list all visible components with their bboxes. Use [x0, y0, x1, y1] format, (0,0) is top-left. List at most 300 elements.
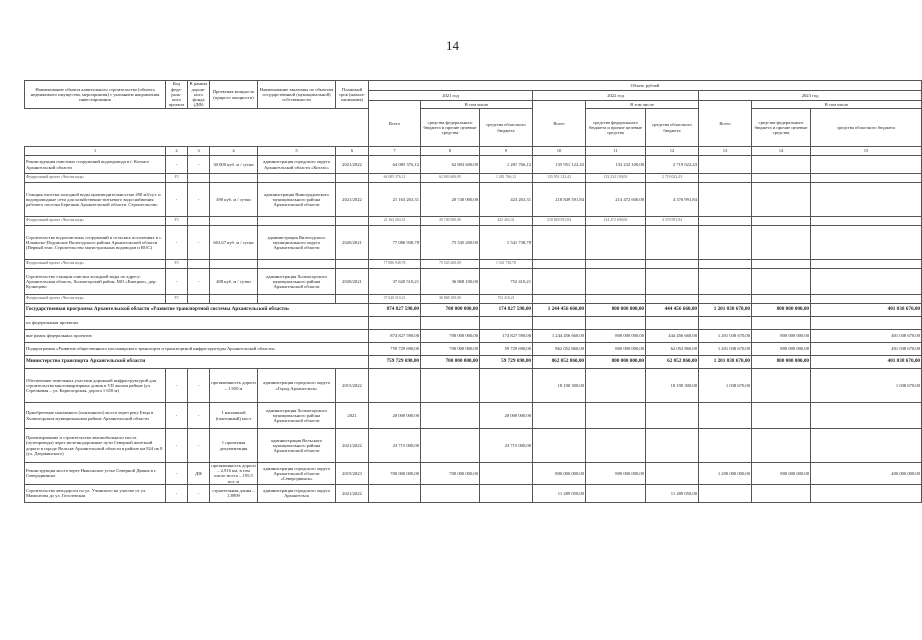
- amount-cell: [586, 369, 646, 403]
- amount-cell: [699, 226, 752, 260]
- table-row-sub: [25, 317, 922, 330]
- federal-project-name: Федеральный проект «Чистая вода»: [25, 174, 166, 183]
- column-number: 12: [646, 147, 699, 156]
- header-year-2022: 2022 год: [533, 91, 699, 101]
- period: 2021: [336, 403, 369, 429]
- capacity: 490 куб. м / сутки: [210, 183, 258, 217]
- column-number: 11: [586, 147, 646, 156]
- amount-cell: [752, 484, 811, 502]
- customer: администрация городского округа Архангельской области «Северодвинск»: [258, 463, 336, 485]
- amount-cell: 800 000 000,00: [586, 463, 646, 485]
- amount-cell: [533, 295, 586, 304]
- amount-cell: 11 289 050,00: [646, 484, 699, 502]
- header-spacer: [25, 109, 369, 147]
- object-name: Строительство водоочистных сооружений в сельских поселениях в с. Ильинско-Подомское Вилегодского района Архангельской области (Первый этап. Строительство магистральных водоводов и ВОС): [25, 226, 166, 260]
- period: 2020/2021: [336, 226, 369, 260]
- object-name: Приобретение наплавного (понтонного) моста через реку Емца в Холмогорском муниципальном районе Архангельской области: [25, 403, 166, 429]
- amount-cell: 59 729 690,00: [480, 343, 533, 356]
- amount-cell: [811, 317, 922, 330]
- amount-cell: 135 951 122,43: [533, 174, 586, 183]
- amount-cell: 1 244 456 660,00: [533, 304, 586, 317]
- empty-cell: [188, 217, 210, 226]
- column-number: 1: [25, 147, 166, 156]
- federal-project-code: -: [166, 484, 188, 502]
- object-name: Реконструкция моста через Никольское устье Северной Двины в г. Северодвинске: [25, 463, 166, 485]
- amount-cell: [699, 484, 752, 502]
- table-row-fp: [25, 217, 922, 226]
- road-fund-flag: -: [188, 484, 210, 502]
- empty-cell: [188, 174, 210, 183]
- amount-cell: [699, 156, 752, 174]
- column-number: 5: [258, 147, 336, 156]
- federal-project-name: Федеральный проект «Чистая вода»: [25, 295, 166, 304]
- amount-cell: 700 000 000,00: [421, 463, 480, 485]
- amount-cell: [699, 429, 752, 463]
- amount-cell: [646, 403, 699, 429]
- amount-cell: 11 289 050,00: [533, 484, 586, 502]
- period: 2021/2022: [336, 484, 369, 502]
- federal-project-name: Федеральный проект «Чистая вода»: [25, 260, 166, 269]
- period: 2019/2023: [336, 463, 369, 485]
- amount-cell: [811, 403, 922, 429]
- amount-cell: [646, 463, 699, 485]
- amount-cell: 214 472 600,00: [586, 183, 646, 217]
- amount-cell: 1 038 670,00: [699, 369, 752, 403]
- table-header: [25, 81, 922, 156]
- amount-cell: 133 232 100,00: [586, 156, 646, 174]
- amount-cell: [480, 484, 533, 502]
- amount-cell: 800 000 000,00: [752, 343, 811, 356]
- amount-cell: [811, 183, 922, 217]
- header-code: Код феде-раль-ного проекта: [166, 81, 188, 109]
- capacity: 408 куб. м / сутки: [210, 269, 258, 295]
- period: 2015/2022: [336, 369, 369, 403]
- column-number: 10: [533, 147, 586, 156]
- capacity: строительная длина – 1,8909: [210, 484, 258, 502]
- empty-cell: [188, 260, 210, 269]
- header-total-2022: Всего: [533, 101, 586, 147]
- amount-cell: 423 263,31: [480, 217, 533, 226]
- capacity: 30 000 куб. м / сутки: [210, 156, 258, 174]
- amount-cell: [421, 484, 480, 502]
- customer: администрация Вилегодского муниципального округа Архангельской области: [258, 226, 336, 260]
- table-row-obj: [25, 269, 922, 295]
- header-federal-2022: средства федерального бюджета и прочие целевые средства: [586, 109, 646, 147]
- amount-cell: [811, 174, 922, 183]
- amount-cell: 1 201 038 670,00: [699, 330, 752, 343]
- customer: администрация городского округа Архангельской области «Котлас»: [258, 156, 336, 174]
- amount-cell: 401 038 670,00: [811, 356, 922, 369]
- amount-cell: 20 740 000,00: [421, 183, 480, 217]
- road-fund-flag: -: [188, 403, 210, 429]
- amount-cell: 62 052 860,00: [646, 343, 699, 356]
- investment-table-sheet: [24, 80, 921, 503]
- amount-cell: 800 000 000,00: [752, 356, 811, 369]
- page-number: 14: [446, 38, 459, 53]
- road-fund-flag: -: [188, 429, 210, 463]
- amount-cell: [699, 174, 752, 183]
- program-name: Государственная программа Архангельской области «Развитие транспортной системы Архангельской области»: [25, 304, 369, 317]
- amount-cell: [533, 317, 586, 330]
- amount-cell: 1 541 738,78: [480, 260, 533, 269]
- amount-cell: 77 086 938,78: [369, 226, 421, 260]
- amount-cell: [369, 317, 421, 330]
- table-row-prog: [25, 356, 922, 369]
- federal-project-code: F5: [166, 295, 188, 304]
- amount-cell: [752, 317, 811, 330]
- header-year-2021: 2021 год: [369, 91, 533, 101]
- column-number: 6: [336, 147, 369, 156]
- amount-cell: [752, 217, 811, 226]
- amount-cell: 62 803 600,00: [421, 174, 480, 183]
- table-body: [25, 156, 922, 503]
- amount-cell: [699, 260, 752, 269]
- amount-cell: 700 000 000,00: [369, 463, 421, 485]
- capacity: 1 наплавной (понтонный) мост: [210, 403, 258, 429]
- amount-cell: 75 545 200,00: [421, 226, 480, 260]
- amount-cell: 1 281 766,12: [480, 156, 533, 174]
- amount-cell: [752, 295, 811, 304]
- amount-cell: 135 951 122,43: [533, 156, 586, 174]
- amount-cell: 59 729 690,00: [480, 356, 533, 369]
- amount-cell: [811, 226, 922, 260]
- amount-cell: 1 038 670,00: [811, 369, 922, 403]
- header-capacity: Проектная мощность (прирост мощности): [210, 81, 258, 109]
- amount-cell: 862 052 860,00: [533, 356, 586, 369]
- header-regional-2023: средства областного бюджета: [811, 109, 922, 147]
- amount-cell: [421, 403, 480, 429]
- amount-cell: [646, 226, 699, 260]
- amount-cell: 2 719 022,43: [646, 156, 699, 174]
- amount-cell: [752, 226, 811, 260]
- object-name: Обеспечение земельных участков дорожной инфраструктурой для строительства многоквартирных домов в VII жилом районе (ул. Стрелковая – ул. Карпогорская, дорога 1 650 м): [25, 369, 166, 403]
- amount-cell: 800 000 000,00: [586, 356, 646, 369]
- amount-cell: 752 410,21: [480, 269, 533, 295]
- table-row-sub: [25, 343, 922, 356]
- customer: администрация Вельского муниципального района Архангельской области: [258, 429, 336, 463]
- federal-project-code: F5: [166, 217, 188, 226]
- amount-cell: [533, 226, 586, 260]
- amount-cell: 21 163 263,31: [369, 217, 421, 226]
- subtotal-name: по федеральным проектам: [25, 317, 369, 330]
- amount-cell: [421, 369, 480, 403]
- capacity: 663,67 куб. м / сутки: [210, 226, 258, 260]
- federal-project-code: -: [166, 369, 188, 403]
- amount-cell: [586, 403, 646, 429]
- header-year-2023: 2023 год: [699, 91, 922, 101]
- header-including-2021: В том числе: [421, 101, 533, 109]
- amount-cell: [811, 429, 922, 463]
- column-number: 13: [699, 147, 752, 156]
- amount-cell: 401 038 670,00: [811, 330, 922, 343]
- amount-cell: 214 472 600,00: [586, 217, 646, 226]
- amount-cell: [752, 269, 811, 295]
- amount-cell: 800 000 000,00: [586, 343, 646, 356]
- amount-cell: 23 715 000,00: [480, 429, 533, 463]
- road-fund-flag: ДФ: [188, 463, 210, 485]
- header-total-2023: Всего: [699, 101, 752, 147]
- amount-cell: [752, 174, 811, 183]
- amount-cell: 218 849 591,84: [533, 217, 586, 226]
- header-volume: Объем, рублей: [369, 81, 922, 91]
- amount-cell: [811, 295, 922, 304]
- federal-project-code: -: [166, 156, 188, 174]
- road-fund-flag: -: [188, 156, 210, 174]
- header-customer: Наименование заказчика по объектам государственной (муниципальной) собственности: [258, 81, 336, 109]
- amount-cell: 1 201 038 670,00: [699, 356, 752, 369]
- column-numbers-row: [25, 147, 922, 156]
- amount-cell: [646, 260, 699, 269]
- subtotal-name: вне рамок федеральных проектов: [25, 330, 369, 343]
- amount-cell: 700 000 000,00: [421, 304, 480, 317]
- amount-cell: 700 000 000,00: [421, 343, 480, 356]
- period: 2021/2022: [336, 183, 369, 217]
- amount-cell: 423 263,31: [480, 183, 533, 217]
- amount-cell: 174 827 590,00: [480, 330, 533, 343]
- amount-cell: 1 201 038 670,00: [699, 304, 752, 317]
- amount-cell: [752, 403, 811, 429]
- amount-cell: 18 190 300,00: [533, 369, 586, 403]
- amount-cell: [421, 317, 480, 330]
- amount-cell: 700 000 000,00: [421, 356, 480, 369]
- amount-cell: 800 000 000,00: [752, 304, 811, 317]
- customer: администрация Холмогорского муниципального района Архангельской области: [258, 269, 336, 295]
- amount-cell: 64 085 376,12: [369, 174, 421, 183]
- customer: администрация Холмогорского муниципального района Архангельской области: [258, 403, 336, 429]
- amount-cell: 36 868 100,00: [421, 295, 480, 304]
- table-row-obj: [25, 403, 922, 429]
- object-name: Проектирование и строительство автомобильного моста (путепровода) через железнодорожные пути Северной железной дороги в городе Вельске Архангельской области в районе км 824 пк 8 (ул. Дзержинского): [25, 429, 166, 463]
- amount-cell: [586, 295, 646, 304]
- empty-cell: [336, 295, 369, 304]
- amount-cell: 800 000 000,00: [752, 463, 811, 485]
- amount-cell: [369, 484, 421, 502]
- federal-project-code: -: [166, 183, 188, 217]
- amount-cell: 752 410,21: [480, 295, 533, 304]
- empty-cell: [336, 174, 369, 183]
- federal-project-code: F5: [166, 174, 188, 183]
- empty-cell: [336, 217, 369, 226]
- amount-cell: 4 376 991,84: [646, 183, 699, 217]
- amount-cell: 759 729 690,00: [369, 343, 421, 356]
- column-number: 2: [166, 147, 188, 156]
- federal-project-code: -: [166, 403, 188, 429]
- amount-cell: [752, 369, 811, 403]
- amount-cell: [586, 260, 646, 269]
- table-row-obj: [25, 484, 922, 502]
- amount-cell: 1 541 738,78: [480, 226, 533, 260]
- empty-cell: [258, 295, 336, 304]
- amount-cell: [752, 183, 811, 217]
- road-fund-flag: -: [188, 183, 210, 217]
- amount-cell: [586, 226, 646, 260]
- amount-cell: 862 052 860,00: [533, 343, 586, 356]
- investment-table: [24, 80, 922, 503]
- amount-cell: [480, 369, 533, 403]
- federal-project-code: -: [166, 463, 188, 485]
- empty-cell: [188, 295, 210, 304]
- amount-cell: 77 086 938,78: [369, 260, 421, 269]
- object-name: Строительство станции очистки холодной воды по адресу: Архангельская область, Холмогорский район, МО «Емецкое», дер. Кузнецово: [25, 269, 166, 295]
- amount-cell: 800 000 000,00: [752, 330, 811, 343]
- table-row-fp: [25, 174, 922, 183]
- amount-cell: 23 715 000,00: [369, 429, 421, 463]
- amount-cell: [699, 183, 752, 217]
- amount-cell: [646, 295, 699, 304]
- amount-cell: 174 827 590,00: [480, 304, 533, 317]
- header-including-2023: В том числе: [752, 101, 922, 109]
- amount-cell: [586, 484, 646, 502]
- table-row-prog: [25, 304, 922, 317]
- table-row-obj: [25, 156, 922, 174]
- empty-cell: [336, 260, 369, 269]
- amount-cell: [811, 269, 922, 295]
- column-number: 15: [811, 147, 922, 156]
- empty-cell: [210, 295, 258, 304]
- federal-project-code: -: [166, 429, 188, 463]
- amount-cell: [369, 369, 421, 403]
- amount-cell: 700 000 000,00: [421, 330, 480, 343]
- amount-cell: [699, 217, 752, 226]
- road-fund-flag: -: [188, 269, 210, 295]
- table-row-obj: [25, 369, 922, 403]
- amount-cell: [533, 269, 586, 295]
- amount-cell: 444 456 660,00: [646, 330, 699, 343]
- table-row-fp: [25, 260, 922, 269]
- header-object-name: Наименование объекта капитального строительства (объекта недвижимого имущества, мероприятия) с указанием направления инвестирования: [25, 81, 166, 109]
- federal-project-name: Федеральный проект «Чистая вода»: [25, 217, 166, 226]
- amount-cell: 1 201 038 670,00: [699, 343, 752, 356]
- empty-cell: [210, 174, 258, 183]
- amount-cell: [533, 260, 586, 269]
- empty-cell: [258, 174, 336, 183]
- customer: администрация Виноградовского муниципального района Архангельской области: [258, 183, 336, 217]
- table-row-obj: [25, 183, 922, 217]
- amount-cell: 1 244 456 660,00: [533, 330, 586, 343]
- amount-cell: 62 803 600,00: [421, 156, 480, 174]
- amount-cell: [586, 317, 646, 330]
- empty-cell: [210, 260, 258, 269]
- table-row-obj: [25, 226, 922, 260]
- federal-project-code: F5: [166, 260, 188, 269]
- program-name: Министерство транспорта Архангельской области: [25, 356, 369, 369]
- amount-cell: 800 000 000,00: [586, 330, 646, 343]
- amount-cell: 21 163 263,31: [369, 183, 421, 217]
- amount-cell: 800 000 000,00: [533, 463, 586, 485]
- amount-cell: [646, 317, 699, 330]
- amount-cell: [811, 260, 922, 269]
- amount-cell: 1 200 000 000,00: [699, 463, 752, 485]
- amount-cell: [811, 217, 922, 226]
- column-number: 3: [188, 147, 210, 156]
- amount-cell: 874 827 590,00: [369, 304, 421, 317]
- amount-cell: [646, 269, 699, 295]
- amount-cell: [811, 156, 922, 174]
- period: 2021/2022: [336, 429, 369, 463]
- road-fund-flag: -: [188, 369, 210, 403]
- amount-cell: 37 620 510,21: [369, 295, 421, 304]
- amount-cell: 36 868 100,00: [421, 269, 480, 295]
- column-number: 9: [480, 147, 533, 156]
- amount-cell: [752, 260, 811, 269]
- customer: администрация городского округа «Город Архангельск»: [258, 369, 336, 403]
- column-number: 14: [752, 147, 811, 156]
- header-including-2022: В том числе: [586, 101, 699, 109]
- amount-cell: 759 729 690,00: [369, 356, 421, 369]
- amount-cell: 62 052 860,00: [646, 356, 699, 369]
- header-period: Плановый срок (начала-окончания): [336, 81, 369, 109]
- amount-cell: 218 849 591,84: [533, 183, 586, 217]
- column-number: 8: [421, 147, 480, 156]
- federal-project-code: -: [166, 269, 188, 295]
- federal-project-code: -: [166, 226, 188, 260]
- amount-cell: [586, 269, 646, 295]
- object-name: Реконструкция очистных сооружений водопровода в г. Котласе Архангельской области: [25, 156, 166, 174]
- amount-cell: [699, 295, 752, 304]
- empty-cell: [258, 260, 336, 269]
- amount-cell: 64 085 376,12: [369, 156, 421, 174]
- amount-cell: 20 000 000,00: [369, 403, 421, 429]
- capacity: протяженность дороги – 1 650 м: [210, 369, 258, 403]
- table-row-obj: [25, 429, 922, 463]
- amount-cell: [699, 403, 752, 429]
- empty-cell: [258, 217, 336, 226]
- amount-cell: [533, 403, 586, 429]
- amount-cell: 37 620 510,21: [369, 269, 421, 295]
- column-number: 7: [369, 147, 421, 156]
- capacity: протяженность дороги – 2,916 км, в том числе моста – 195,5 пог. м: [211, 463, 256, 484]
- amount-cell: [480, 463, 533, 485]
- subtotal-name: Подпрограмма «Развитие общественного пассажирского транспорта и транспортной инфраструктуры Архангельской области»: [25, 343, 369, 356]
- amount-cell: 75 545 200,00: [421, 260, 480, 269]
- amount-cell: 133 232 100,00: [586, 174, 646, 183]
- header-total-2021: Всего: [369, 101, 421, 147]
- amount-cell: [586, 429, 646, 463]
- amount-cell: 800 000 000,00: [586, 304, 646, 317]
- amount-cell: 18 190 300,00: [646, 369, 699, 403]
- amount-cell: 401 038 670,00: [811, 343, 922, 356]
- period: 2020/2021: [336, 269, 369, 295]
- amount-cell: [752, 156, 811, 174]
- amount-cell: [699, 317, 752, 330]
- header-federal-2021: средства федерального бюджета и прочие целевые средства: [421, 109, 480, 147]
- customer: администрация городского округа Архангельск: [258, 484, 336, 502]
- amount-cell: 401 038 670,00: [811, 304, 922, 317]
- amount-cell: 1 281 766,12: [480, 174, 533, 183]
- amount-cell: [752, 429, 811, 463]
- amount-cell: [699, 269, 752, 295]
- road-fund-flag: -: [188, 226, 210, 260]
- amount-cell: 4 376 991,84: [646, 217, 699, 226]
- header-regional-2021: средства областного бюджета: [480, 109, 533, 147]
- object-name: Строительство автодороги по ул. Учинского на участке от ул. Мамонтова до ул. Гоголевская: [25, 484, 166, 502]
- object-name: Станция очистки холодной воды производительностью 490 м3/сут. и водопроводные сети для хозяйственно-питьевого водоснабжения рабочего поселка Березник Архангельской области. Строительство: [25, 183, 166, 217]
- table-row-obj: [25, 463, 922, 485]
- amount-cell: 2 719 022,43: [646, 174, 699, 183]
- amount-cell: 444 456 660,00: [646, 304, 699, 317]
- table-row-sub: [25, 330, 922, 343]
- amount-cell: [421, 429, 480, 463]
- header-in-fund: В рамках дорож-ного фонда (ДФ): [188, 81, 210, 109]
- amount-cell: [480, 317, 533, 330]
- amount-cell: [646, 429, 699, 463]
- header-federal-2023: средства федерального бюджета и прочие целевые средства: [752, 109, 811, 147]
- header-regional-2022: средства областного бюджета: [646, 109, 699, 147]
- amount-cell: [533, 429, 586, 463]
- amount-cell: 20 740 000,00: [421, 217, 480, 226]
- amount-cell: 400 000 000,00: [811, 463, 922, 485]
- amount-cell: 874 827 590,00: [369, 330, 421, 343]
